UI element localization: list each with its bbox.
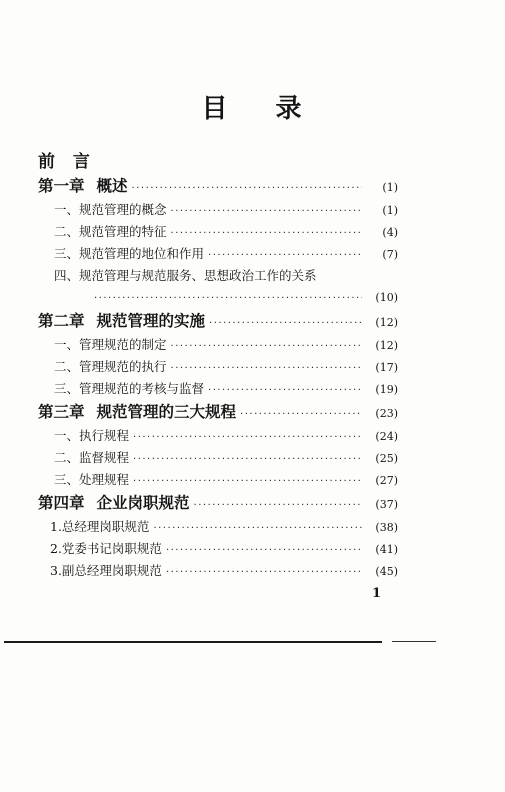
- page-ref: (45): [375, 565, 398, 578]
- toc-entry: [38, 243, 398, 265]
- entry-title: 2.党委书记岗职规范: [50, 541, 162, 556]
- page-ref: (4): [382, 226, 398, 239]
- toc-chapter-4: [38, 491, 398, 516]
- dot-leader: [208, 380, 362, 402]
- chapter-title: 规范管理的实施: [96, 312, 206, 330]
- toc-entry: [38, 334, 398, 356]
- chapter-number: 第四章: [38, 494, 85, 512]
- toc-entry: [38, 199, 398, 221]
- page-ref: (1): [382, 181, 398, 194]
- dot-leader: [132, 176, 362, 201]
- dot-leader: [133, 427, 362, 449]
- toc-entry: [38, 425, 398, 447]
- dot-leader: [133, 471, 362, 493]
- entry-title: 三、规范管理的地位和作用: [54, 246, 205, 261]
- contents-title-char-1: 目: [201, 94, 230, 124]
- dot-leader: [171, 223, 362, 245]
- dot-leader: [133, 449, 362, 471]
- toc-entry: [38, 447, 398, 469]
- bottom-rule-fragment: [392, 641, 436, 642]
- chapter-title: 企业岗职规范: [96, 494, 190, 512]
- table-of-contents: [38, 150, 398, 582]
- page-ref: (23): [375, 407, 398, 420]
- dot-leader: [208, 245, 362, 267]
- toc-chapter-3: [38, 400, 398, 425]
- page-ref: (10): [375, 291, 398, 304]
- toc-entry: [38, 378, 398, 400]
- page-ref: (19): [375, 383, 398, 396]
- dot-leader: [171, 201, 362, 223]
- page-ref: (24): [375, 430, 398, 443]
- chapter-number: 第一章: [38, 177, 85, 195]
- entry-title: 1.总经理岗职规范: [50, 519, 150, 534]
- entry-title: 三、管理规范的考核与监督: [54, 381, 205, 396]
- toc-preface: 前 言: [38, 152, 96, 172]
- toc-entry: [38, 560, 398, 582]
- entry-title: 三、处理规程: [54, 472, 130, 487]
- entry-title: 一、规范管理的概念: [54, 202, 167, 217]
- entry-title: 二、规范管理的特征: [54, 224, 167, 239]
- chapter-number: 第三章: [38, 403, 85, 421]
- contents-title: [0, 88, 505, 125]
- entry-title: 二、监督规程: [54, 450, 130, 465]
- toc-chapter-1: [38, 174, 398, 199]
- toc-entry-wrapped: 四、规范管理与规范服务、思想政治工作的关系: [54, 268, 317, 283]
- entry-title: 一、执行规程: [54, 428, 130, 443]
- page-ref: (7): [382, 248, 398, 261]
- entry-title: 二、管理规范的执行: [54, 359, 167, 374]
- page-ref: (17): [375, 361, 398, 374]
- page-ref: (38): [375, 521, 398, 534]
- dot-leader: [209, 311, 362, 336]
- toc-entry-continuation: [38, 287, 398, 309]
- entry-title: 3.副总经理岗职规范: [50, 563, 162, 578]
- page-ref: (41): [375, 543, 398, 556]
- chapter-number: 第二章: [38, 312, 85, 330]
- dot-leader: [166, 540, 362, 562]
- dot-leader: [94, 288, 362, 310]
- entry-title: 一、管理规范的制定: [54, 337, 167, 352]
- chapter-title: 概述: [96, 177, 128, 195]
- dot-leader: [171, 336, 362, 358]
- dot-leader: [194, 493, 362, 518]
- page-ref: (25): [375, 452, 398, 465]
- toc-entry: [38, 356, 398, 378]
- bottom-rule: [4, 641, 382, 643]
- page-ref: (27): [375, 474, 398, 487]
- chapter-title: 规范管理的三大规程: [96, 403, 237, 421]
- dot-leader: [240, 402, 362, 427]
- contents-title-char-2: 录: [275, 94, 304, 124]
- toc-entry: [38, 516, 398, 538]
- toc-entry: [38, 538, 398, 560]
- dot-leader: [171, 358, 362, 380]
- dot-leader: [153, 518, 362, 540]
- dot-leader: [166, 562, 362, 584]
- page-ref: (12): [375, 316, 398, 329]
- toc-entry: [38, 221, 398, 243]
- toc-entry: [38, 469, 398, 491]
- toc-chapter-2: [38, 309, 398, 334]
- page-number: 1: [372, 586, 382, 601]
- page-ref: (1): [382, 204, 398, 217]
- page-ref: (12): [375, 339, 398, 352]
- page-ref: (37): [375, 498, 398, 511]
